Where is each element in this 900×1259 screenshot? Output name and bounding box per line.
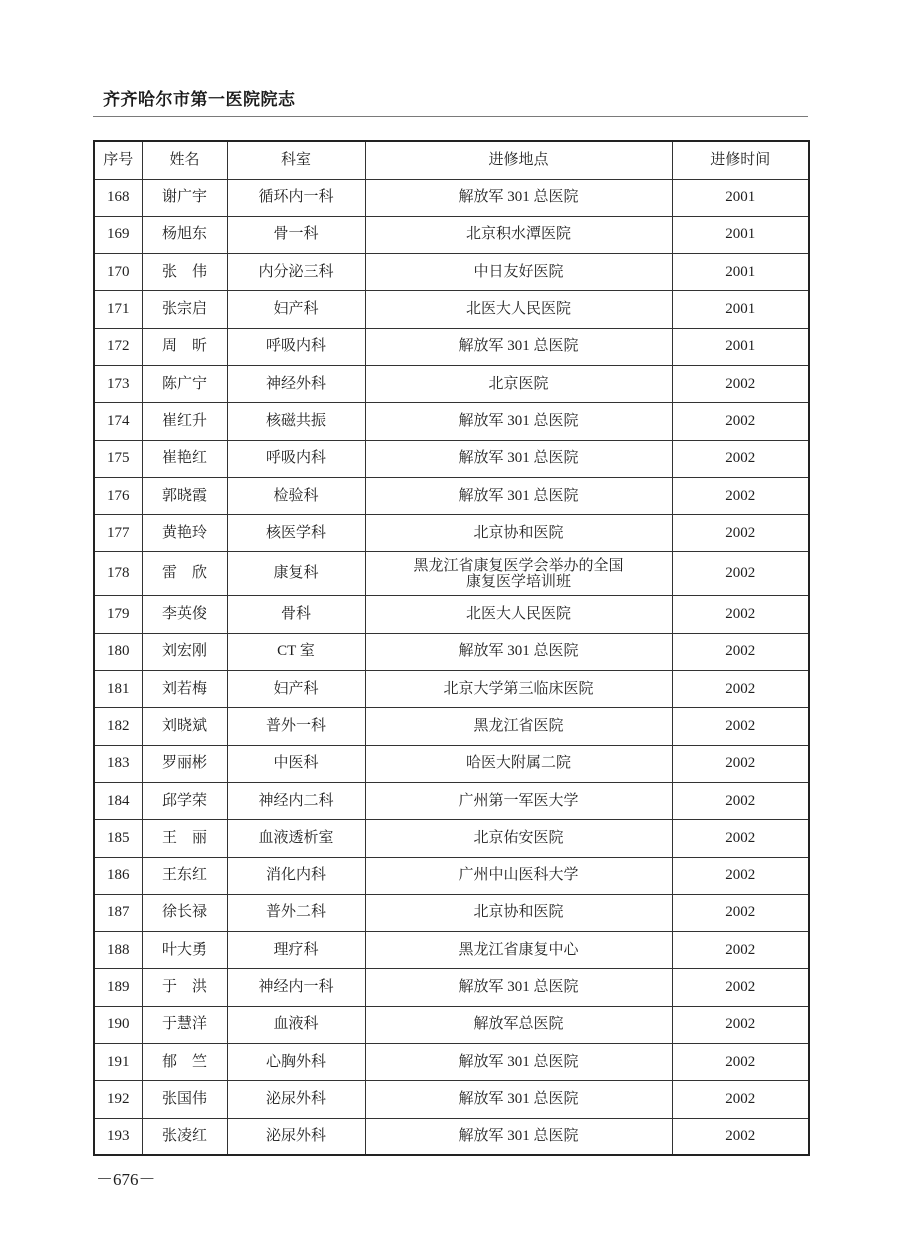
training-place-cell: 解放军 301 总医院	[365, 328, 672, 365]
name-cell: 王 丽	[142, 820, 227, 857]
training-place-cell: 解放军 301 总医院	[365, 633, 672, 670]
row-number-cell: 188	[94, 932, 142, 969]
table-row	[94, 932, 809, 969]
row-number-cell: 172	[94, 328, 142, 365]
row-number-cell: 190	[94, 1006, 142, 1043]
department-cell: 泌尿外科	[227, 1118, 365, 1155]
table-row	[94, 708, 809, 745]
department-cell: 呼吸内科	[227, 328, 365, 365]
row-number-cell: 182	[94, 708, 142, 745]
header-rule	[93, 116, 808, 117]
training-year-cell: 2002	[672, 857, 809, 894]
table-body	[94, 179, 809, 1155]
department-cell: 康复科	[227, 552, 365, 596]
department-cell: 心胸外科	[227, 1044, 365, 1081]
column-header-training-place: 进修地点	[365, 141, 672, 179]
table-row	[94, 857, 809, 894]
name-cell: 李英俊	[142, 596, 227, 633]
row-number-cell: 181	[94, 671, 142, 708]
name-cell: 陈广宁	[142, 365, 227, 402]
training-year-cell: 2002	[672, 671, 809, 708]
training-year-cell: 2002	[672, 969, 809, 1006]
row-number-cell: 170	[94, 254, 142, 291]
column-header-name: 姓名	[142, 141, 227, 179]
training-year-cell: 2001	[672, 179, 809, 216]
row-number-cell: 178	[94, 552, 142, 596]
department-cell: 骨科	[227, 596, 365, 633]
name-cell: 周 昕	[142, 328, 227, 365]
name-cell: 于 洪	[142, 969, 227, 1006]
name-cell: 杨旭东	[142, 216, 227, 253]
department-cell: 神经内一科	[227, 969, 365, 1006]
training-year-cell: 2002	[672, 633, 809, 670]
row-number-cell: 187	[94, 894, 142, 931]
row-number-cell: 180	[94, 633, 142, 670]
department-cell: 骨一科	[227, 216, 365, 253]
training-year-cell: 2002	[672, 745, 809, 782]
name-cell: 郁 竺	[142, 1044, 227, 1081]
training-place-cell: 解放军 301 总医院	[365, 477, 672, 514]
table-row	[94, 216, 809, 253]
name-cell: 张凌红	[142, 1118, 227, 1155]
name-cell: 刘若梅	[142, 671, 227, 708]
training-year-cell: 2002	[672, 596, 809, 633]
department-cell: 核医学科	[227, 515, 365, 552]
name-cell: 雷 欣	[142, 552, 227, 596]
training-place-cell: 解放军 301 总医院	[365, 1118, 672, 1155]
column-header-department: 科室	[227, 141, 365, 179]
name-cell: 徐长禄	[142, 894, 227, 931]
table-row	[94, 328, 809, 365]
training-place-cell: 黑龙江省医院	[365, 708, 672, 745]
running-head-title: 齐齐哈尔市第一医院院志	[103, 90, 296, 110]
table-row	[94, 291, 809, 328]
training-place-cell: 中日友好医院	[365, 254, 672, 291]
training-year-cell: 2002	[672, 1006, 809, 1043]
training-records-table-container	[93, 140, 808, 1156]
training-year-cell: 2002	[672, 1044, 809, 1081]
name-cell: 黄艳玲	[142, 515, 227, 552]
training-year-cell: 2002	[672, 515, 809, 552]
training-year-cell: 2002	[672, 708, 809, 745]
training-place-cell: 黑龙江省康复医学会举办的全国 康复医学培训班	[365, 552, 672, 596]
table-row	[94, 969, 809, 1006]
department-cell: 神经内二科	[227, 782, 365, 819]
row-number-cell: 192	[94, 1081, 142, 1118]
table-row	[94, 820, 809, 857]
row-number-cell: 173	[94, 365, 142, 402]
department-cell: 血液透析室	[227, 820, 365, 857]
table-row	[94, 1118, 809, 1155]
training-place-cell: 北医大人民医院	[365, 291, 672, 328]
page-number: －676－	[96, 1170, 156, 1189]
table-row	[94, 365, 809, 402]
department-cell: 核磁共振	[227, 403, 365, 440]
name-cell: 邱学荣	[142, 782, 227, 819]
training-place-cell: 哈医大附属二院	[365, 745, 672, 782]
department-cell: 泌尿外科	[227, 1081, 365, 1118]
department-cell: 呼吸内科	[227, 440, 365, 477]
department-cell: 普外一科	[227, 708, 365, 745]
table-row	[94, 1006, 809, 1043]
training-place-cell: 黑龙江省康复中心	[365, 932, 672, 969]
column-header-number: 序号	[94, 141, 142, 179]
table-row	[94, 1044, 809, 1081]
row-number-cell: 176	[94, 477, 142, 514]
table-row	[94, 552, 809, 596]
training-place-cell: 解放军 301 总医院	[365, 1081, 672, 1118]
row-number-cell: 179	[94, 596, 142, 633]
name-cell: 张宗启	[142, 291, 227, 328]
name-cell: 崔艳红	[142, 440, 227, 477]
training-place-cell: 北京协和医院	[365, 515, 672, 552]
department-cell: 检验科	[227, 477, 365, 514]
training-place-cell: 解放军 301 总医院	[365, 440, 672, 477]
department-cell: 妇产科	[227, 291, 365, 328]
table-row	[94, 633, 809, 670]
table-row	[94, 1081, 809, 1118]
training-year-cell: 2002	[672, 552, 809, 596]
training-year-cell: 2001	[672, 328, 809, 365]
row-number-cell: 191	[94, 1044, 142, 1081]
training-place-cell: 解放军 301 总医院	[365, 403, 672, 440]
table-header	[94, 141, 809, 179]
training-year-cell: 2002	[672, 782, 809, 819]
name-cell: 郭晓霞	[142, 477, 227, 514]
training-place-cell: 北京大学第三临床医院	[365, 671, 672, 708]
table-row	[94, 403, 809, 440]
department-cell: 中医科	[227, 745, 365, 782]
department-cell: 理疗科	[227, 932, 365, 969]
name-cell: 崔红升	[142, 403, 227, 440]
training-records-table	[93, 140, 810, 1156]
training-place-cell: 广州中山医科大学	[365, 857, 672, 894]
table-row	[94, 440, 809, 477]
training-place-cell: 北京佑安医院	[365, 820, 672, 857]
row-number-cell: 183	[94, 745, 142, 782]
row-number-cell: 175	[94, 440, 142, 477]
training-year-cell: 2002	[672, 1081, 809, 1118]
row-number-cell: 171	[94, 291, 142, 328]
name-cell: 张国伟	[142, 1081, 227, 1118]
training-year-cell: 2001	[672, 216, 809, 253]
training-place-cell: 北医大人民医院	[365, 596, 672, 633]
table-row	[94, 745, 809, 782]
training-place-cell: 北京积水潭医院	[365, 216, 672, 253]
name-cell: 于慧洋	[142, 1006, 227, 1043]
department-cell: 妇产科	[227, 671, 365, 708]
training-year-cell: 2002	[672, 894, 809, 931]
training-place-cell: 北京医院	[365, 365, 672, 402]
table-row	[94, 254, 809, 291]
training-year-cell: 2002	[672, 403, 809, 440]
table-row	[94, 515, 809, 552]
table-row	[94, 477, 809, 514]
column-header-training-year: 进修时间	[672, 141, 809, 179]
name-cell: 王东红	[142, 857, 227, 894]
table-row	[94, 671, 809, 708]
row-number-cell: 185	[94, 820, 142, 857]
row-number-cell: 168	[94, 179, 142, 216]
training-year-cell: 2002	[672, 820, 809, 857]
training-place-cell: 解放军总医院	[365, 1006, 672, 1043]
name-cell: 谢广宇	[142, 179, 227, 216]
department-cell: 神经外科	[227, 365, 365, 402]
training-year-cell: 2001	[672, 291, 809, 328]
row-number-cell: 184	[94, 782, 142, 819]
training-year-cell: 2002	[672, 932, 809, 969]
training-year-cell: 2001	[672, 254, 809, 291]
training-place-cell: 解放军 301 总医院	[365, 179, 672, 216]
department-cell: 消化内科	[227, 857, 365, 894]
name-cell: 叶大勇	[142, 932, 227, 969]
row-number-cell: 189	[94, 969, 142, 1006]
row-number-cell: 186	[94, 857, 142, 894]
name-cell: 刘宏刚	[142, 633, 227, 670]
department-cell: 普外二科	[227, 894, 365, 931]
training-place-cell: 广州第一军医大学	[365, 782, 672, 819]
table-header-row	[94, 141, 809, 179]
department-cell: 循环内一科	[227, 179, 365, 216]
training-year-cell: 2002	[672, 440, 809, 477]
department-cell: 内分泌三科	[227, 254, 365, 291]
name-cell: 刘晓斌	[142, 708, 227, 745]
row-number-cell: 193	[94, 1118, 142, 1155]
department-cell: CT 室	[227, 633, 365, 670]
training-place-cell: 解放军 301 总医院	[365, 1044, 672, 1081]
name-cell: 张 伟	[142, 254, 227, 291]
department-cell: 血液科	[227, 1006, 365, 1043]
training-place-cell: 解放军 301 总医院	[365, 969, 672, 1006]
row-number-cell: 174	[94, 403, 142, 440]
table-row	[94, 179, 809, 216]
row-number-cell: 169	[94, 216, 142, 253]
table-row	[94, 894, 809, 931]
training-year-cell: 2002	[672, 1118, 809, 1155]
table-row	[94, 596, 809, 633]
name-cell: 罗丽彬	[142, 745, 227, 782]
training-year-cell: 2002	[672, 477, 809, 514]
row-number-cell: 177	[94, 515, 142, 552]
training-year-cell: 2002	[672, 365, 809, 402]
training-place-cell: 北京协和医院	[365, 894, 672, 931]
table-row	[94, 782, 809, 819]
